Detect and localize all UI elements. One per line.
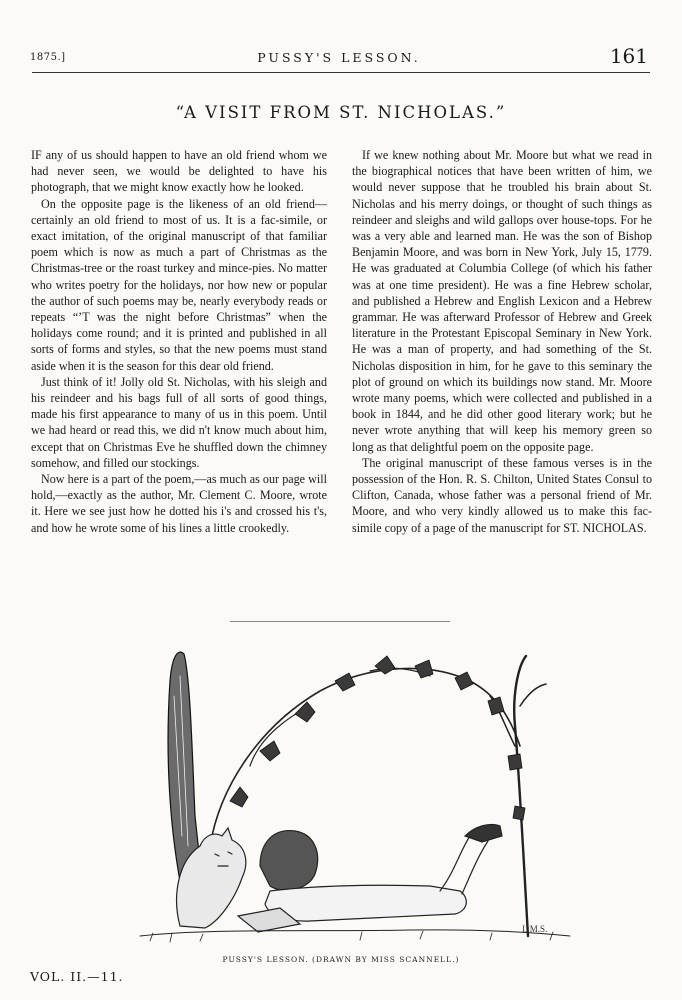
paragraph: IF any of us should happen to have an old friend whom we had never seen, we would be delighted to have his photograph, that we might know exactly how he looked. [31,148,327,195]
illustration-signature: L.M.S. [522,924,548,934]
page-number: 161 [609,44,648,68]
article-title: “A VISIT FROM ST. NICHOLAS.” [175,103,507,122]
volume-footer: VOL. II.—11. [30,969,124,984]
running-header [30,46,648,68]
pussys-lesson-illustration [110,636,580,954]
running-title: PUSSY'S LESSON. [257,50,421,65]
right-column [352,147,652,536]
paragraph: Now here is a part of the poem,—as much as our page will hold,—exactly as the author, Mr. Clement C. Moore, wrote it. Here we see just how he dotted his i's and crossed his t's, and how he wrote some of his lines a little crookedly. [31,472,327,535]
figure-caption: PUSSY'S LESSON. (DRAWN BY MISS SCANNELL.) [222,955,460,964]
paragraph: On the opposite page is the likeness of an old friend—certainly an old friend to most of us. It is a fac-simile, or exact imitation, of the original manuscript of that familiar poem which is now as much a part of Christmas as the Christmas-tree or the roast turkey and mince-pies. No matter who writes poetry for the holidays, nor how new or popular the author of such poems may be, nearly everybody reads or repeats “’T was the night before Christmas” when the holidays come round; and it is printed and published in all sorts of forms and styles, so that the new poems must stand aside when it is the season for this dear old friend. [31,196,327,373]
header-year: 1875.] [30,52,66,63]
paragraph: The original manuscript of these famous verses is in the possession of the Hon. R. S. Chilton, United States Consul to Clifton, Canada, whose father was a personal friend of Mr. Moore, and who very kindly allowed us to make this fac-simile copy of a page of the manuscript for ST. NICHOLAS. [352,455,652,535]
paragraph: If we knew nothing about Mr. Moore but what we read in the biographical notices that have been written of him, we would never suppose that he troubled his brain about St. Nicholas and his merry doings, or thought of such things as reindeer and sleighs and wild gallops over house-tops. For he was a very able and learned man. He was the son of Bishop Benjamin Moore, and was born in New York, July 15, 1779. He was graduated at Columbia College (of which his father was at one time president). He was a fine Hebrew scholar, and published a Hebrew and English Lexicon and a Hebrew grammar. He was afterward Professor of Hebrew and Greek literature in the Protestant Episcopal Seminary in New York. He was a man of property, and had something of the St. Nicholas disposition in him, for he gave to this seminary the plot of ground on which its buildings now stand. Mr. Moore wrote many poems, which were collected and published in a book in 1844, and he did other good literary work; but he never wrote anything that will keep his memory green so long as that delightful poem on the opposite page. [352,148,652,454]
paragraph: Just think of it! Jolly old St. Nicholas, with his sleigh and his reindeer and his bags full of all sorts of good things, made his first appearance to many of us in this poem. Until we had heard or read this, we did n't know much about him, except that on Christmas Eve he shuffled down the chimney somehow, and filled our stockings. [31,374,327,470]
section-divider [230,621,450,622]
header-rule [32,72,650,73]
left-column [31,147,327,536]
